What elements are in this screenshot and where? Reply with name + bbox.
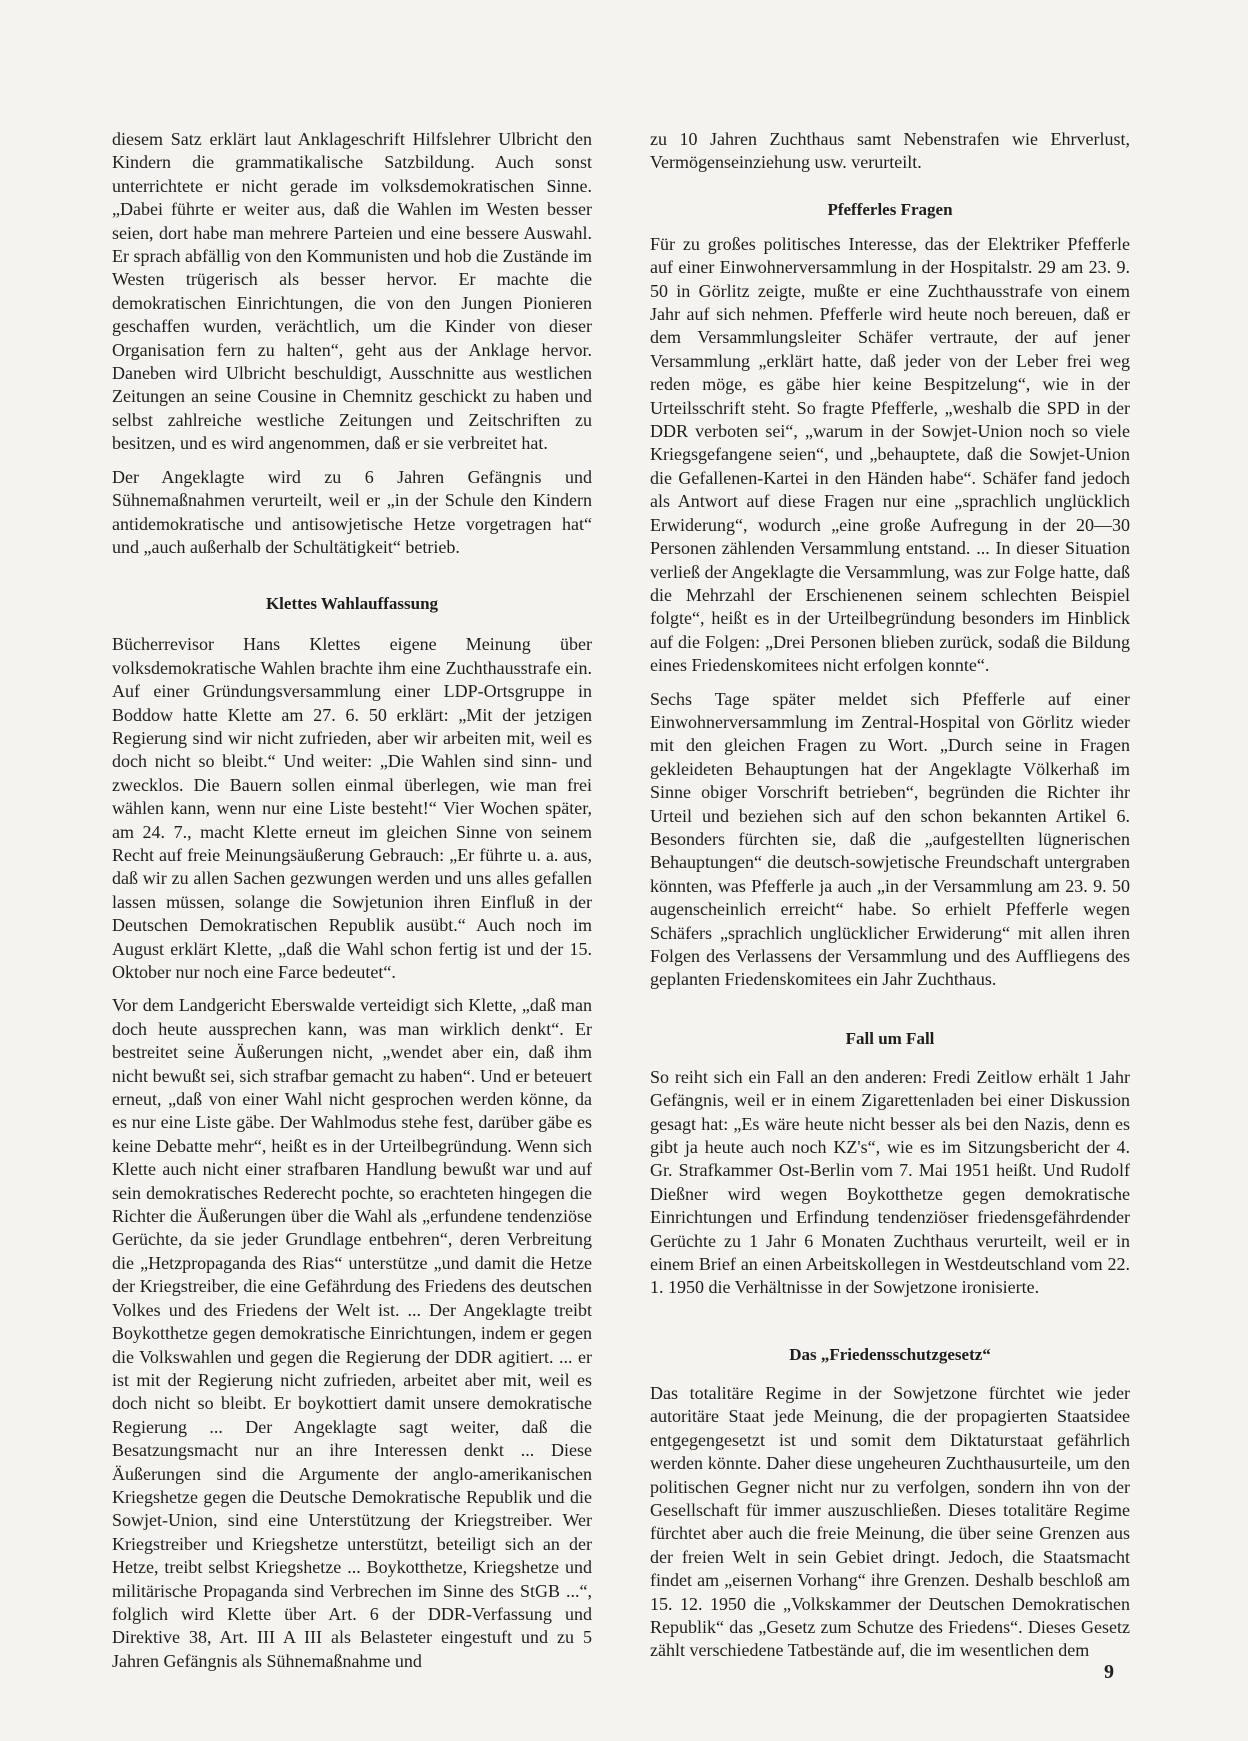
- paragraph-klette-statements: Bücherrevisor Hans Klettes eigene Meinung über volksdemokratische Wahlen brachte ihm eine Zuchthausstrafe ein. Auf einer Gründungsversammlung einer LDP-Ortsgruppe in Boddow hatte Klette am 27. 6. 50 erklärt: „Mit der jetzigen Regierung sind wir nicht zufrieden, aber wir arbeiten mit, weil es doch nicht so bleibt.“ Und weiter: „Die Wahlen sind sinn- und zwecklos. Die Bauern sollen einmal überlegen, wie man frei wählen kann, wenn nur eine Liste besteht!“ Vier Wochen später, am 24. 7., macht Klette erneut im gleichen Sinne von seinem Recht auf freie Meinungsäußerung Gebrauch: „Er führte u. a. aus, daß wir zu allen Sachen gezwungen werden und uns alles gefallen lassen müssen, solange die Sowjetunion ihren Einfluß in der Deutschen Demokratischen Republik ausübt.“ Auch noch im August erklärt Klette, „daß die Wahl schon fertig ist und der 15. Oktober nur noch eine Farce bedeutet“.: [112, 634, 592, 982]
- paragraph-klette-trial: Vor dem Landgericht Eberswalde verteidigt sich Klette, „daß man doch heute aussprechen kann, was man wirklich denkt“. Er bestreitet seine Äußerungen nicht, „wendet aber ein, daß ihm nicht bewußt sei, sich strafbar gemacht zu haben“. Und er beteuert erneut, „daß von einer Wahl nicht gesprochen werden könne, da es nur eine Liste gäbe. Der Wahlmodus stehe fest, darüber gäbe es keine Debatte mehr“, heißt es in der Urteilbegründung. Wenn sich Klette auch nicht einer strafbaren Handlung bewußt war und auf sein demokratisches Rederecht pochte, so erachteten hingegen die Richter die Äußerungen über die Wahl als „erfundene tendenziöse Gerüchte, da sie jeder Grundlage entbehren“, deren Verbreitung die „Hetzpropaganda des Rias“ unterstütze „und damit die Hetze der Kriegstreiber, die eine Gefährdung des Friedens des deutschen Volkes und des Friedens der Welt ist. ... Der Angeklagte treibt Boykotthetze gegen demokratische Einrichtungen, indem er gegen die Volkswahlen und gegen die Regierung der DDR agitiert. ... er ist mit der Regierung nicht zufrieden, arbeitet aber mit, weil es doch nicht so bleibt. Er boykottiert damit unsere demokratische Regierung ... Der Angeklagte sagt weiter, daß die Besatzungsmacht nur an ihre Interessen denkt ... Diese Äußerungen sind die Argumente der anglo-amerikanischen Kriegshetze gegen die Deutsche Demokratische Republik und die Sowjet-Union, sind eine Unterstützung der Kriegstreiber. Wer Kriegstreiber und Kriegshetze unterstützt, beteiligt sich an der Hetze, treibt selbst Kriegshetze ... Boykotthetze, Kriegshetze und militärische Propaganda sind Verbrechen im Sinne des StGB ...“, folglich wird Klette über Art. 6 der DDR-Verfassung und Direktive 38, Art. III A III als Belasteter eingestuft und zu 5 Jahren Gefängnis als Sühnemaßnahme und: [112, 995, 592, 1671]
- heading-fall-um-fall: Fall um Fall: [845, 1028, 935, 1048]
- right-column: [650, 128, 1130, 1673]
- paragraph-pfefferle-verdict: Sechs Tage später meldet sich Pfefferle auf einer Einwohnerversammlung im Zentral-Hospital von Görlitz wieder mit den gleichen Fragen zu Wort. „Durch seine in Fragen gekleideten Behauptungen hat der Angeklagte Völkerhaß im Sinne obiger Vorschrift betrieben“, begründen die Richter ihr Urteil und beziehen sich auf den schon bekannten Artikel 6. Besonders fürchten sie, daß die „aufgestellten lügnerischen Behauptungen“ die deutsch-sowjetische Freundschaft untergraben könnten, was Pfefferle ja auch „in der Versammlung am 23. 9. 50 augenscheinlich erreicht“ habe. So erhielt Pfefferle wegen Schäfers „sprachlich unglücklicher Erwiderung“ mit allen ihren Folgen des Verlassens der Versammlung und des Auffliegens des geplanten Friedenskomitees ein Jahr Zuchthaus.: [650, 688, 1130, 990]
- heading-friedensschutzgesetz: Das „Friedensschutzgesetz“: [789, 1344, 991, 1364]
- left-column: [112, 128, 592, 1683]
- heading-pfefferles-fragen: Pfefferles Fragen: [827, 199, 953, 219]
- paragraph-fall-um-fall: So reiht sich ein Fall an den anderen: Fredi Zeitlow erhält 1 Jahr Gefängnis, weil er in einem Zigarettenladen bei einer Diskussion gesagt hat: „Es wäre heute nicht besser als bei den Nazis, denn es gibt ja heute auch noch KZ's“, wie es im Sitzungsbericht der 4. Gr. Strafkammer Ost-Berlin vom 7. Mai 1951 heißt. Und Rudolf Dießner wird wegen Boykotthetze gegen demokratische Einrichtungen und Erfindung tendenziöser friedensgefährdender Gerüchte zu 1 Jahr 6 Monaten Zuchthaus verurteilt, weil er in einem Brief an einen Arbeitskollegen in Westdeutschland vom 22. 1. 1950 die Verhältnisse in der Sowjetzone ironisierte.: [650, 1066, 1130, 1298]
- page-number: 9: [1104, 1661, 1114, 1683]
- paragraph-pfefferle-questions: Für zu großes politisches Interesse, das der Elektriker Pfefferle auf einer Einwohnerversammlung in der Hospitalstr. 29 am 23. 9. 50 in Görlitz zeigte, mußte er eine Zuchthausstrafe von einem Jahr auf sich nehmen. Pfefferle wird heute noch bereuen, daß er dem Versammlungsleiter Schäfer vertraute, der auf jener Versammlung „erklärt hatte, daß jeder von der Leber frei weg reden möge, es gäbe hier keine Bespitzelung“, wie in der Urteilsschrift steht. So fragte Pfefferle, „weshalb die SPD in der DDR verboten sei“, „warum in der Sowjet-Union noch so viele Kriegsgefangene seien“, und „behauptete, daß die Sowjet-Union die Gefallenen-Kartei in den Händen habe“. Schäfer fand jedoch als Antwort auf diese Fragen nur eine „sprachlich unglücklich Erwiderung“, wodurch „eine große Aufregung in der 20—30 Personen zählenden Versammlung entstand. ... In dieser Situation verließ der Angeklagte die Versammlung, was zur Folge hatte, daß die Mehrzahl der Erschienenen seinem schlechten Beispiel folgte“, heißt es in der Urteilbegründung besonders im Hinblick auf die Folgen: „Drei Personen blieben zurück, sodaß die Bildung eines Friedenskomitees nicht erfolgen konnte“.: [650, 233, 1130, 676]
- paragraph-klette-sentence: zu 10 Jahren Zuchthaus samt Nebenstrafen wie Ehrverlust, Vermögenseinziehung usw. verurteilt.: [650, 129, 1130, 173]
- paragraph-friedensschutzgesetz: Das totalitäre Regime in der Sowjetzone fürchtet wie jeder autoritäre Staat jede Meinung, die der propagierten Staatsidee entgegengesetzt ist und somit dem Diktaturstaat gefährlich werden könnte. Daher diese ungeheuren Zuchthausurteile, um den politischen Gegner nicht nur zu verfolgen, sondern ihn von der Gesellschaft für immer auszuschließen. Dieses totalitäre Regime fürchtet aber auch die freie Meinung, die über seine Grenzen aus der freien Welt in sein Gebiet dringt. Jedoch, die Staatsmacht findet am „eisernen Vorhang“ ihre Grenzen. Deshalb beschloß am 15. 12. 1950 die „Volkskammer der Deutschen Demokratischen Republik“ das „Gesetz zum Schutze des Friedens“. Dieses Gesetz zählt verschiedene Tatbestände auf, die im wesentlichen dem: [650, 1382, 1130, 1661]
- paragraph-ulbricht-verdict: Der Angeklagte wird zu 6 Jahren Gefängnis und Sühnemaßnahmen verurteilt, weil er „in der Schule den Kindern antidemokratische und antisowjetische Hetze vorgetragen hat“ und „auch außerhalb der Schultätigkeit“ betrieb.: [112, 466, 592, 557]
- paragraph-ulbricht-charges: diesem Satz erklärt laut Anklageschrift Hilfslehrer Ulbricht den Kindern die grammatikalische Satzbildung. Auch sonst unterrichtete er nicht gerade im volksdemokratischen Sinne. „Dabei führte er weiter aus, daß die Wahlen im Westen besser seien, dort habe man mehrere Parteien und eine bessere Auswahl. Er sprach abfällig von den Kommunisten und hob die Zustände im Westen trügerisch als besser hervor. Er machte die demokratischen Einrichtungen, die von den Jungen Pionieren geschaffen wurden, verächtlich, um die Kinder von dieser Organisation fern zu halten“, geht aus der Anklage hervor. Daneben wird Ulbricht beschuldigt, Ausschnitte aus westlichen Zeitungen an seine Cousine in Chemnitz geschickt zu haben und selbst zahlreiche westliche Zeitungen und Zeitschriften zu besitzen, und es wird angenommen, daß er sie verbreitet hat.: [112, 129, 592, 454]
- heading-klettes-wahlauffassung: Klettes Wahlauffassung: [265, 594, 439, 614]
